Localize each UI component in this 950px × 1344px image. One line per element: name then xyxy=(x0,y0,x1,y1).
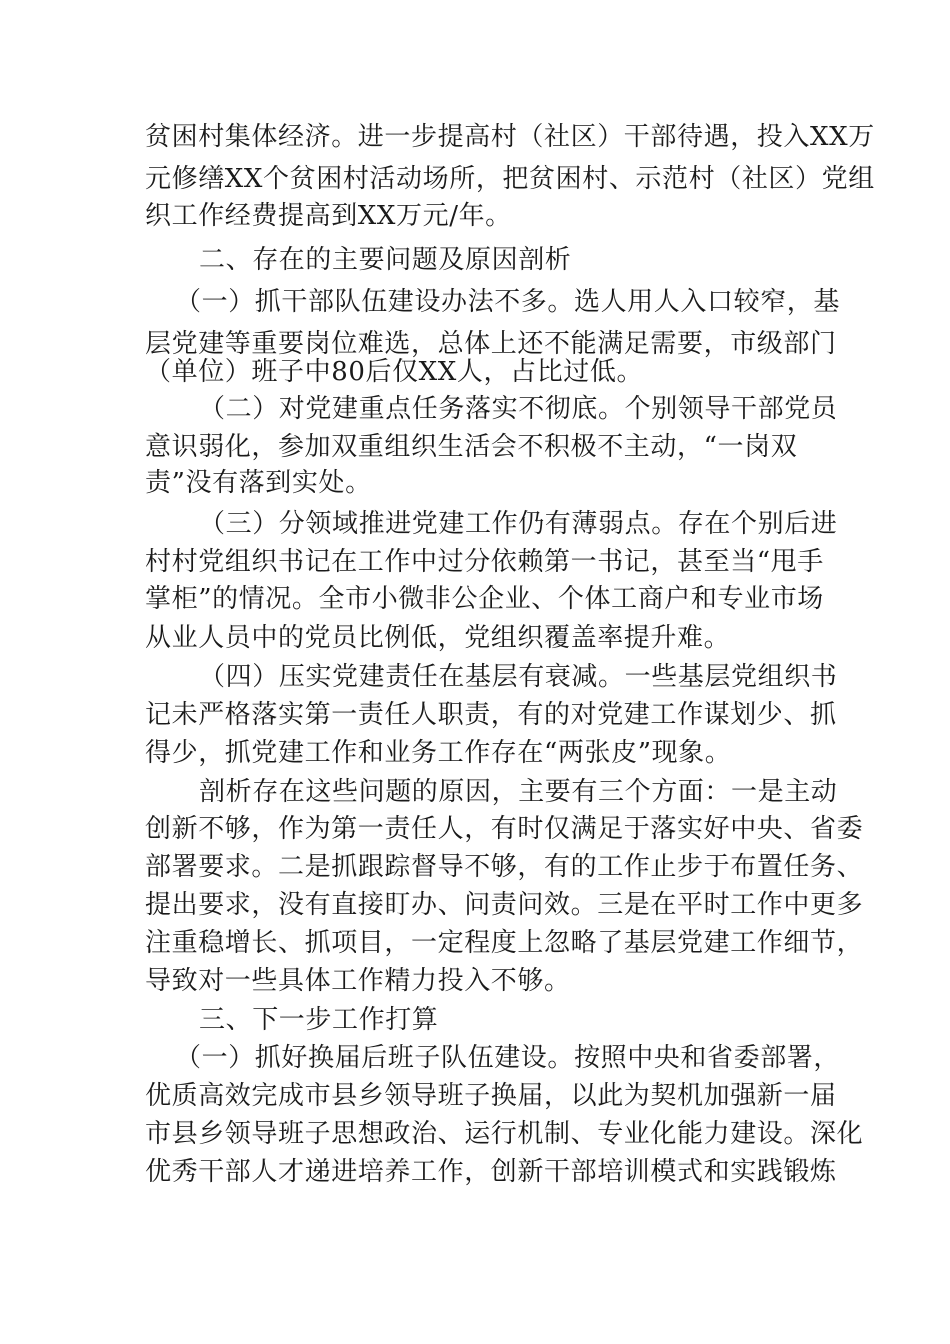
body-text-line: 提出要求，没有直接盯办、问责问效。三是在平时工作中更多 xyxy=(145,890,864,920)
body-text-line: （单位）班子中80后仅XX人，占比过低。 xyxy=(145,357,644,387)
body-text-line: 得少，抓党建工作和业务工作存在“两张皮”现象。 xyxy=(145,738,732,768)
body-text-line: 元修缮XX个贫困村活动场所，把贫困村、示范村（社区）党组 xyxy=(145,164,875,194)
body-text-line: 织工作经费提高到XX万元/年。 xyxy=(145,201,512,231)
body-text-line: 优秀干部人才递进培养工作，创新干部培训模式和实践锻炼 xyxy=(145,1157,837,1187)
body-text-line: 优质高效完成市县乡领导班子换届，以此为契机加强新一届 xyxy=(145,1081,837,1111)
paragraph-start: （三）分领域推进党建工作仍有薄弱点。存在个别后进 xyxy=(199,509,838,539)
body-text-line: 掌柜”的情况。全市小微非公企业、个体工商户和专业市场 xyxy=(145,584,824,614)
paragraph-start: （二）对党建重点任务落实不彻底。个别领导干部党员 xyxy=(199,394,838,424)
paragraph-start: （一）抓好换届后班子队伍建设。按照中央和省委部署， xyxy=(175,1043,841,1073)
body-text-line: 层党建等重要岗位难选，总体上还不能满足需要，市级部门 xyxy=(145,329,837,359)
body-text-line: 注重稳增长、抓项目，一定程度上忽略了基层党建工作细节， xyxy=(145,928,864,958)
body-text-line: 村村党组织书记在工作中过分依赖第一书记，甚至当“甩手 xyxy=(145,547,824,577)
section-heading: 二、存在的主要问题及原因剖析 xyxy=(199,245,572,275)
paragraph-start: （一）抓干部队伍建设办法不多。选人用人入口较窄，基 xyxy=(175,287,841,317)
body-text-line: 部署要求。二是抓跟踪督导不够，有的工作止步于布置任务、 xyxy=(145,852,864,882)
body-text-line: 记未严格落实第一责任人职责，有的对党建工作谋划少、抓 xyxy=(145,700,837,730)
body-text-line: 市县乡领导班子思想政治、运行机制、专业化能力建设。深化 xyxy=(145,1119,864,1149)
section-heading: 三、下一步工作打算 xyxy=(199,1005,439,1035)
body-text-line: 从业人员中的党员比例低，党组织覆盖率提升难。 xyxy=(145,623,731,653)
body-text-line: 意识弱化，参加双重组织生活会不积极不主动，“一岗双 xyxy=(145,432,798,462)
body-text-line: 贫困村集体经济。进一步提高村（社区）干部待遇，投入XX万 xyxy=(145,122,875,152)
body-text-line: 导致对一些具体工作精力投入不够。 xyxy=(145,966,571,996)
paragraph-start: （四）压实党建责任在基层有衰减。一些基层党组织书 xyxy=(199,662,838,692)
paragraph-start: 剖析存在这些问题的原因，主要有三个方面：一是主动 xyxy=(199,777,838,807)
body-text-line: 责”没有落到实处。 xyxy=(145,468,372,498)
body-text-line: 创新不够，作为第一责任人，有时仅满足于落实好中央、省委 xyxy=(145,814,864,844)
